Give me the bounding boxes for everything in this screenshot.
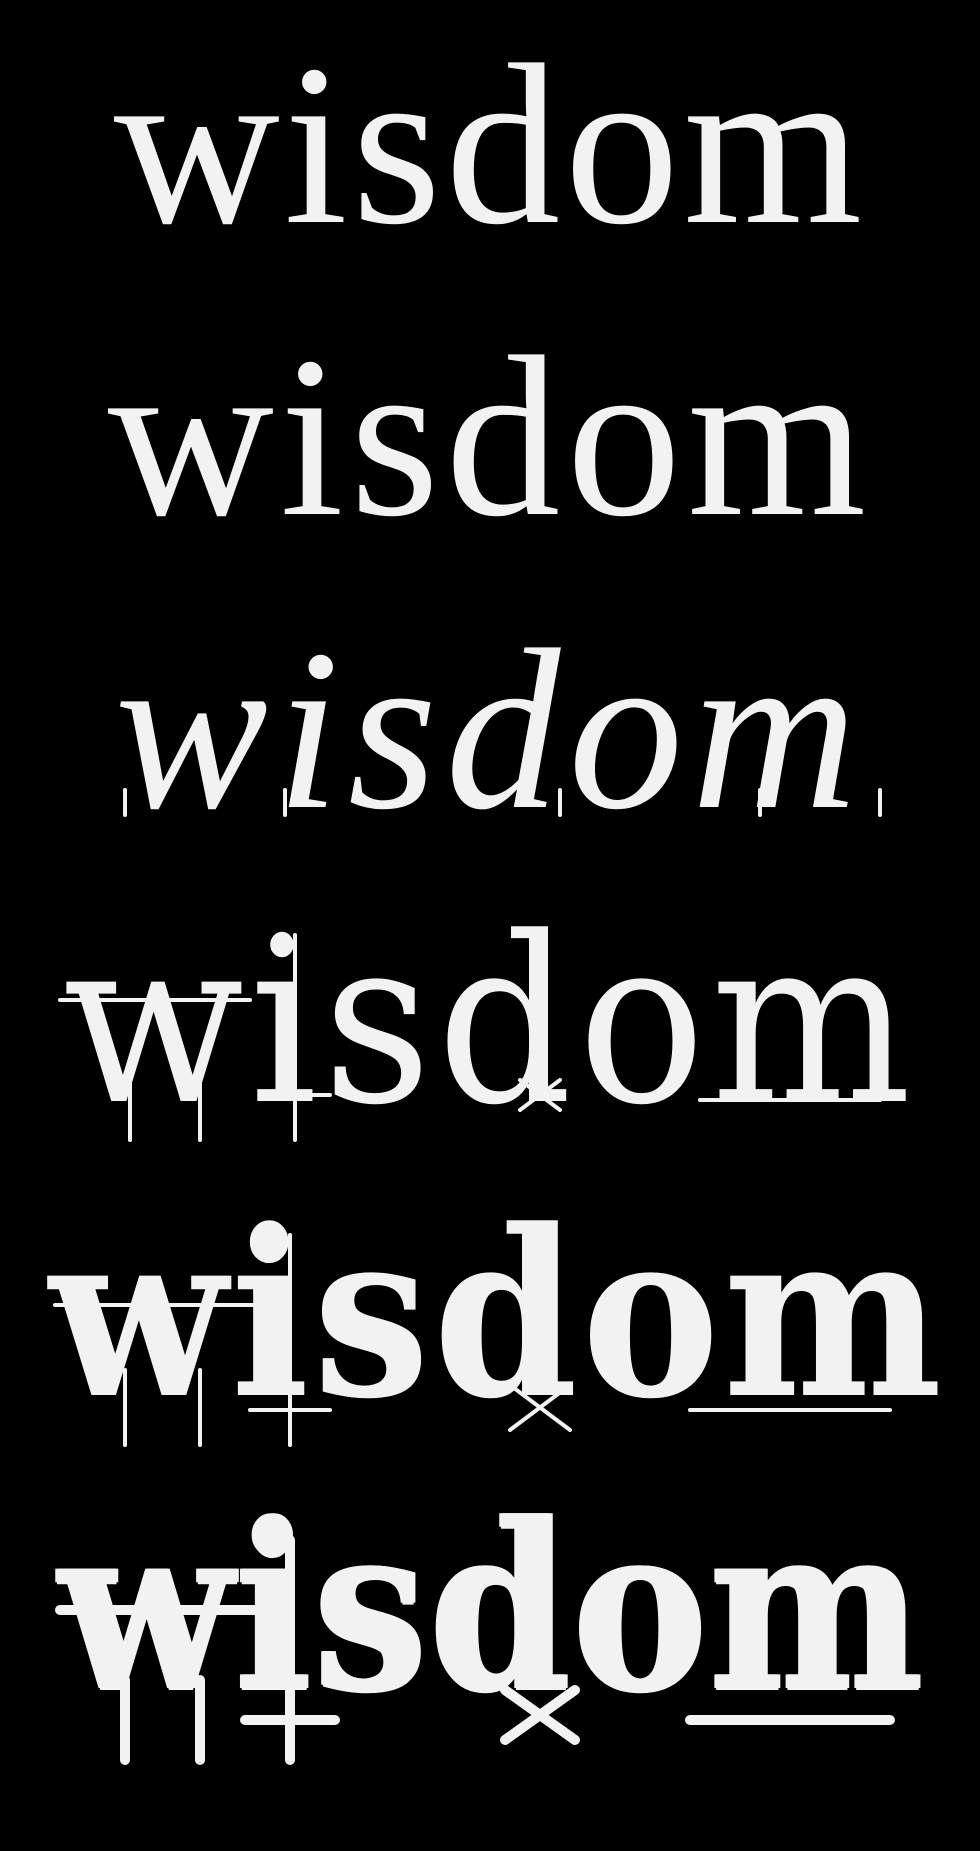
wisdom-word-row-3: wisdom (114, 602, 866, 857)
wisdom-word-row-5: wisdom (49, 1180, 946, 1450)
wisdom-word-row-1: wisdom (113, 17, 867, 272)
wisdom-word-row-2: wisdom (107, 309, 873, 564)
wisdom-word-row-6: wisdom (58, 1473, 926, 1743)
wisdom-word-row-4: wisdom (62, 889, 917, 1156)
